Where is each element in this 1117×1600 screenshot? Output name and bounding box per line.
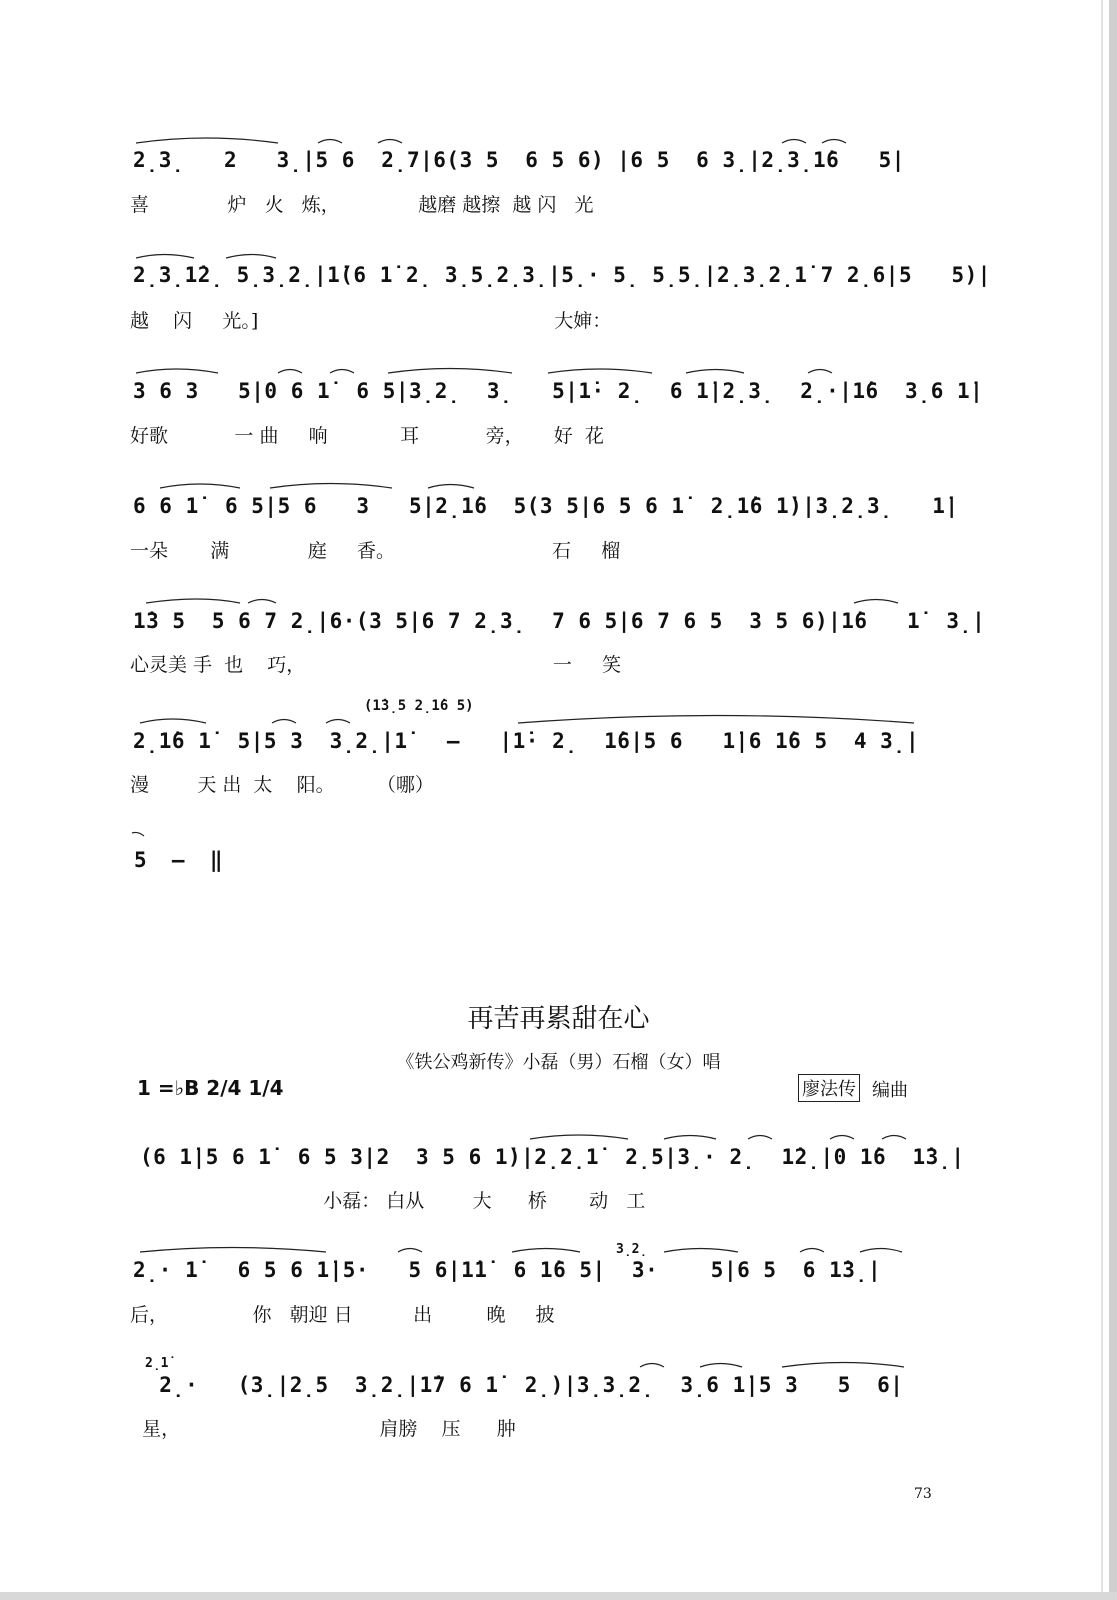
key-signature: 1 =♭B 2/4 1/4: [137, 1076, 284, 1100]
notation-line: 2̣1̇6 1̇ 5|5 3 3̣2̣|1̇ — |1̇· 2̣ 1̇6|5 6 1̇|6 1̇6 5 4 3̣|: [133, 729, 920, 753]
lyric-line: 越 闪 光。] 大婶：: [130, 310, 612, 332]
scan-edge: [1109, 0, 1117, 1600]
notation-line: 6 6 1̇ 6 5|5 6 3 5|2̣1̇6 5(3 5|6 5 6 1̇ 2̣1̇6 1̇)|3̣2̣3̣ 1̇|: [133, 494, 959, 518]
lyric-line: 喜 炉 火 炼， 越磨 越擦 越 闪 光: [130, 194, 594, 216]
grace-notes: 3̣2̣: [616, 1242, 648, 1257]
scan-edge-line: [1101, 0, 1103, 1600]
lyric-line: 星， 肩膀 压 肿: [130, 1418, 516, 1440]
lyric-line: 一朵 满 庭 香。 石 榴: [130, 540, 621, 562]
aside-notation: (1̇3̣5 2̣1̇6 5): [364, 698, 474, 714]
lyric-line: 好歌 一 曲 响 耳 旁， 好 花: [130, 425, 604, 447]
final-bar-line: 5 — ‖: [134, 848, 223, 872]
notation-line: (6 1̇|5 6 1̇ 6 5 3|2 3 5 6 1̇)|2̣2̣1̇ 2̣5|3̣· 2̣ 1̇2̣|0 1̇6 1̇3̣|: [140, 1145, 965, 1169]
composer-role: 编曲: [872, 1080, 908, 1101]
lyric-line: 漫 天 出 太 阳。 （哪）: [130, 774, 434, 796]
song-subtitle: 《铁公鸡新传》小磊（男）石榴（女）唱: [396, 1052, 721, 1073]
grace-notes: 2̣1̇: [145, 1356, 169, 1371]
notation-line: 3 6 3 5|0 6 1̇ 6 5|3̣2̣ 3̣ 5|1̇· 2̣ 6 1̇|2̣3̣ 2̣·|1̇6 3̣6 1̇|: [133, 379, 984, 403]
lyric-line: 后， 你 朝迎 日 出 晚 披: [130, 1304, 555, 1326]
song-title: 再苦再累甜在心: [467, 1004, 650, 1034]
notation-line: 2̣· (3̣|2̣5 3̣2̣|1̇7 6 1̇ 2̣)|3̣3̣2̣ 3̣6 1̇|5 3 5 6|: [133, 1373, 904, 1397]
lyric-line: 小磊： 白从 大 桥 动 工: [130, 1190, 646, 1212]
notation-line: 1̇3 5 5 6 7 2̣|6·(3 5|6 7 2̣3̣ 7 6 5|6 7 6 5 3 5 6)|1̇6 1̇ 3̣|: [133, 609, 986, 633]
scan-bottom-edge: [0, 1592, 1117, 1600]
composer-name: 廖法传: [798, 1074, 860, 1102]
notation-line: 2̣3̣1̇2̣ 5̣3̣2̣|1̇(6 1̇ 2̣ 3̣5̣2̣3̣|5̣· 5̣ 5̣5̣|2̣3̣2̣1̇ 7 2̣6|5 5)|: [133, 263, 991, 287]
lyric-line: 心灵美 手 也 巧， 一 笑: [130, 654, 622, 676]
notation-line: 2̣3̣ 2 3̣|5 6 2̣7|6(3 5 6 5 6) |6 5 6 3̣|2̣3̣1̇6 5|: [133, 148, 905, 172]
page-number: 73: [914, 1486, 932, 1502]
notation-line: 2̣· 1̇ 6 5 6 1̇|5· 5 6|1̇1̇ 6 1̇6 5| 3· 5|6 5 6 1̇3̣|: [133, 1258, 882, 1282]
